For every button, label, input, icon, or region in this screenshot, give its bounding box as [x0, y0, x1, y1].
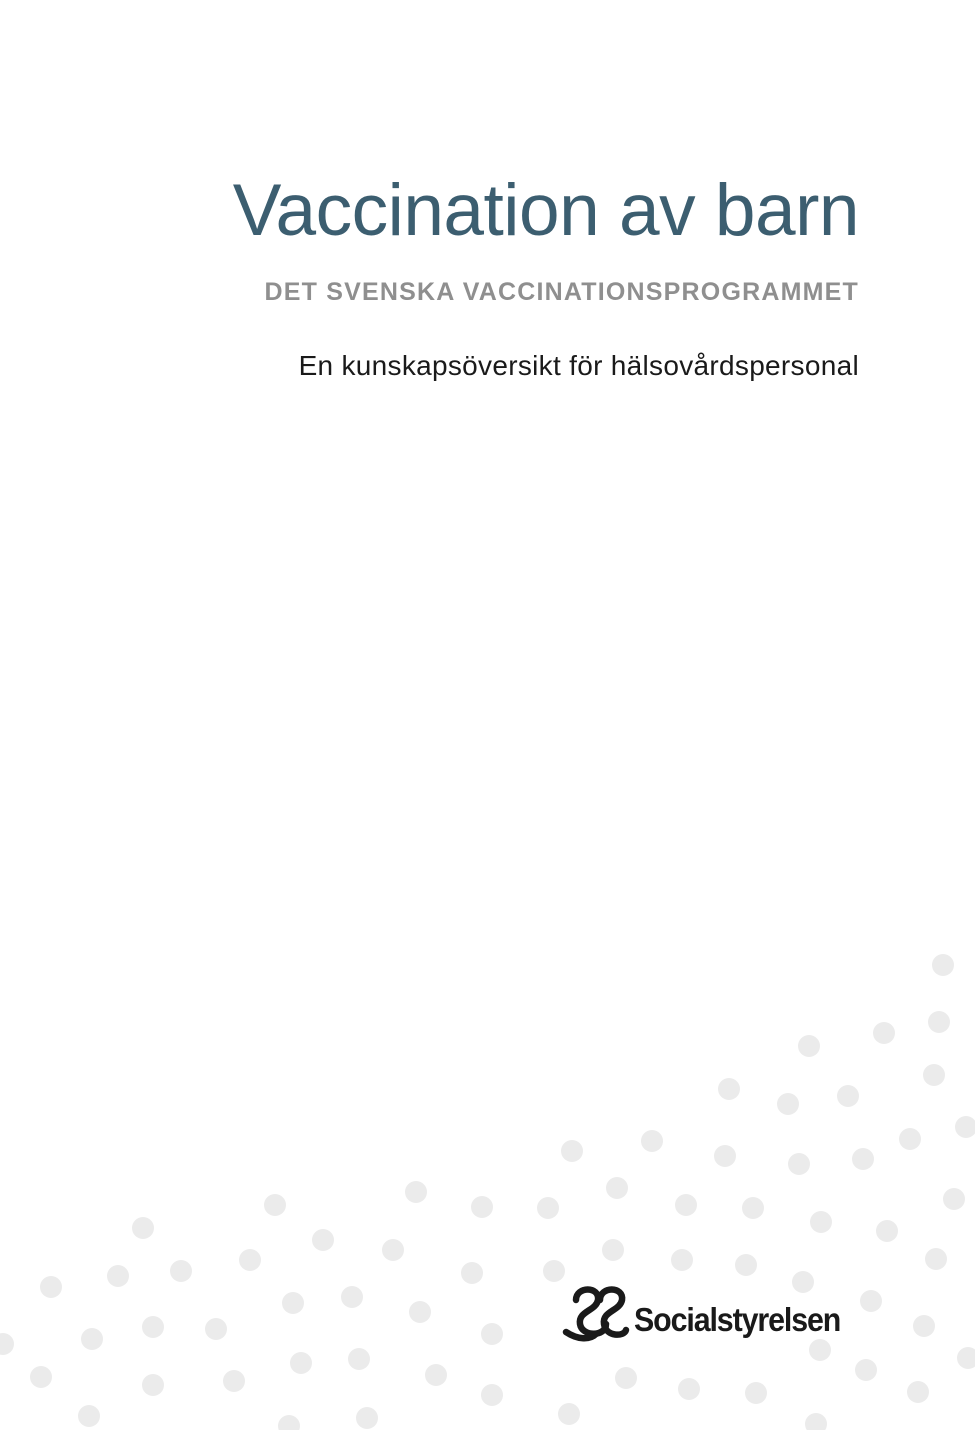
pattern-dot — [312, 1229, 334, 1251]
pattern-dot — [957, 1347, 975, 1369]
pattern-dot — [81, 1328, 103, 1350]
pattern-dot — [876, 1220, 898, 1242]
document-title: Vaccination av barn — [232, 170, 859, 251]
document-subtitle: DET SVENSKA VACCINATIONSPROGRAMMET — [264, 278, 859, 306]
pattern-dot — [543, 1260, 565, 1282]
pattern-dot — [913, 1315, 935, 1337]
pattern-dot — [788, 1153, 810, 1175]
pattern-dot — [855, 1359, 877, 1381]
pattern-dot — [809, 1339, 831, 1361]
pattern-dot — [955, 1116, 975, 1138]
pattern-dot — [341, 1286, 363, 1308]
pattern-dot — [78, 1405, 100, 1427]
pattern-dot — [461, 1262, 483, 1284]
pattern-dot — [348, 1348, 370, 1370]
pattern-dot — [205, 1318, 227, 1340]
pattern-dot — [899, 1128, 921, 1150]
pattern-dot — [678, 1378, 700, 1400]
pattern-dot — [561, 1140, 583, 1162]
logo-wordmark: Socialstyrelsen — [634, 1301, 841, 1338]
pattern-dot — [735, 1254, 757, 1276]
pattern-dot — [107, 1265, 129, 1287]
pattern-dot — [873, 1022, 895, 1044]
pattern-dot — [852, 1148, 874, 1170]
pattern-dot — [860, 1290, 882, 1312]
pattern-dot — [282, 1292, 304, 1314]
pattern-dot — [481, 1384, 503, 1406]
pattern-dot — [923, 1064, 945, 1086]
pattern-dot — [278, 1415, 300, 1430]
pattern-dot — [675, 1194, 697, 1216]
socialstyrelsen-logo — [562, 1280, 858, 1342]
document-tagline: En kunskapsöversikt för hälsovårdspersonal — [298, 350, 859, 381]
pattern-dot — [671, 1249, 693, 1271]
pattern-dot — [641, 1130, 663, 1152]
pattern-dot — [425, 1364, 447, 1386]
pattern-dot — [290, 1352, 312, 1374]
pattern-dot — [30, 1366, 52, 1388]
pattern-dot — [170, 1260, 192, 1282]
pattern-dot — [0, 1333, 14, 1355]
pattern-dot — [481, 1323, 503, 1345]
pattern-dot — [907, 1381, 929, 1403]
socialstyrelsen-emblem-icon — [562, 1280, 632, 1342]
pattern-dot — [745, 1382, 767, 1404]
pattern-dot — [928, 1011, 950, 1033]
pattern-dot — [356, 1407, 378, 1429]
pattern-dot — [239, 1249, 261, 1271]
pattern-dot — [382, 1239, 404, 1261]
pattern-dot — [558, 1403, 580, 1425]
pattern-dot — [602, 1239, 624, 1261]
pattern-dot — [742, 1197, 764, 1219]
pattern-dot — [805, 1413, 827, 1430]
pattern-dot — [409, 1301, 431, 1323]
pattern-dot — [132, 1217, 154, 1239]
pattern-dot — [798, 1035, 820, 1057]
pattern-dot — [264, 1194, 286, 1216]
pattern-dot — [925, 1248, 947, 1270]
pattern-dot — [837, 1085, 859, 1107]
pattern-dot — [471, 1196, 493, 1218]
pattern-dot — [606, 1177, 628, 1199]
pattern-dot — [223, 1370, 245, 1392]
pattern-dot — [615, 1367, 637, 1389]
pattern-dot — [932, 954, 954, 976]
pattern-dot — [405, 1181, 427, 1203]
pattern-dot — [714, 1145, 736, 1167]
pattern-dot — [142, 1374, 164, 1396]
pattern-dot — [777, 1093, 799, 1115]
pattern-dot — [40, 1276, 62, 1298]
pattern-dot — [537, 1197, 559, 1219]
pattern-dot — [718, 1078, 740, 1100]
pattern-dot — [810, 1211, 832, 1233]
pattern-dot — [943, 1188, 965, 1210]
pattern-dot — [142, 1316, 164, 1338]
